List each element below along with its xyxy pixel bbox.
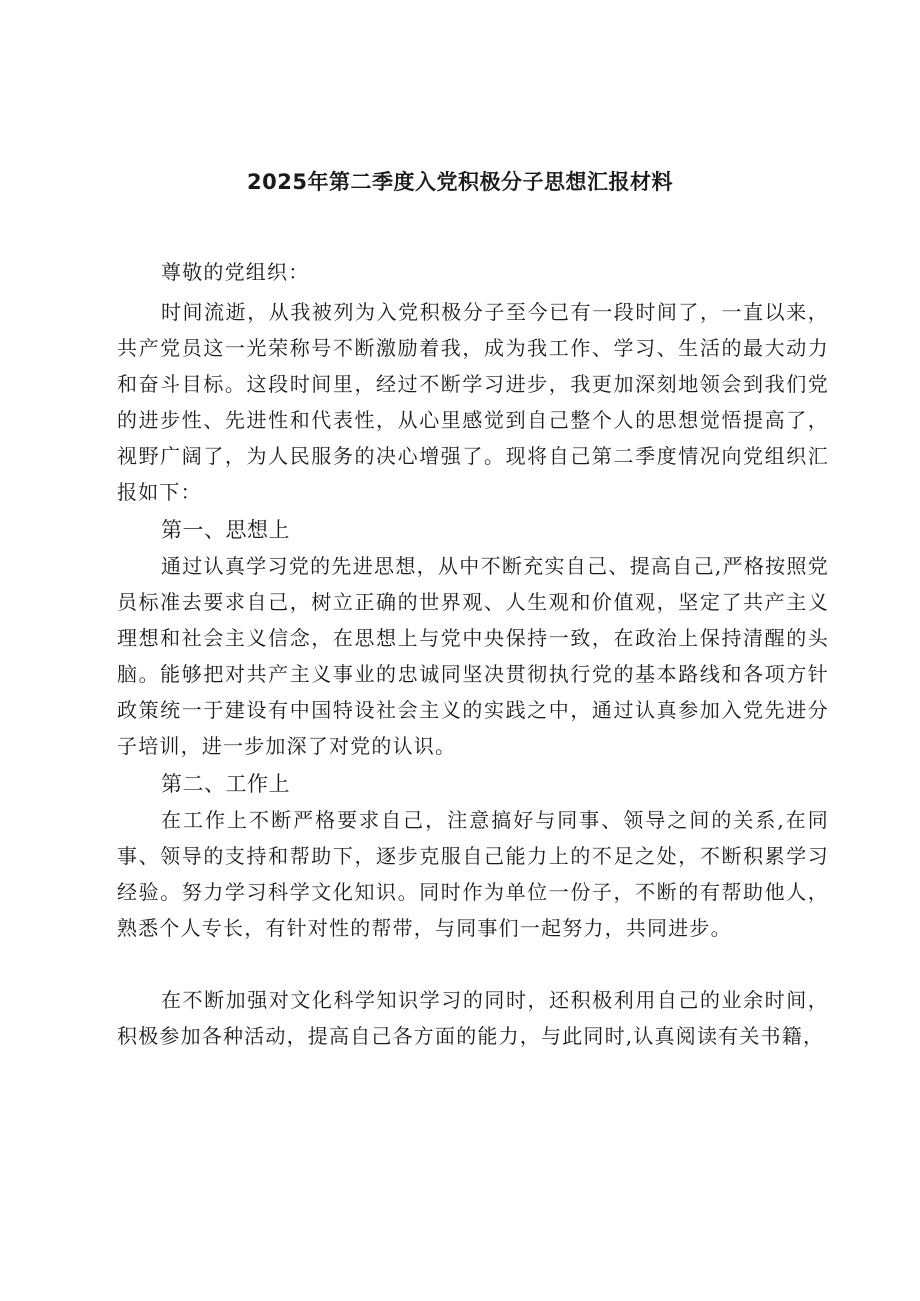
section-heading-work: 第二、工作上	[161, 772, 290, 796]
document-title: 2025年第二季度入党积极分子思想汇报材料	[247, 170, 673, 194]
document-body	[117, 254, 829, 1054]
intro-paragraph: 时间流逝，从我被列为入党积极分子至今已有一段时间了，一直以来，共产党员这一光荣称号不断激励着我，成为我工作、学习、生活的最大动力和奋斗目标。这段时间里，经过不断学习进步，我更加深刻地领会到我们党的进步性、先进性和代表性，从心里感觉到自己整个人的思想觉悟提高了，视野广阔了，为人民服务的决心增强了。现将自己第二季度情况向党组织汇报如下：	[117, 300, 829, 504]
section-paragraph-thought: 通过认真学习党的先进思想，从中不断充实自己、提高自己,严格按照党员标准去要求自己，树立正确的世界观、人生观和价值观，坚定了共产主义理想和社会主义信念，在思想上与党中央保持一致，在政治上保持清醒的头脑。能够把对共产主义事业的忠诚同坚决贯彻执行党的基本路线和各项方针政策统一于建设有中国特设社会主义的实践之中，通过认真参加入党先进分子培训，进一步加深了对党的认识。	[117, 554, 829, 758]
section-paragraph-work: 在工作上不断严格要求自己，注意搞好与同事、领导之间的关系,在同事、领导的支持和帮助下，逐步克服自己能力上的不足之处，不断积累学习经验。努力学习科学文化知识。同时作为单位一份子，不断的有帮助他人，熟悉个人专长，有针对性的帮带，与同事们一起努力，共同进步。	[117, 808, 829, 940]
closing-paragraph: 在不断加强对文化科学知识学习的同时，还积极利用自己的业余时间，积极参加各种活动，提高自己各方面的能力，与此同时,认真阅读有关书籍，	[117, 988, 829, 1048]
section-heading-thought: 第一、思想上	[161, 518, 290, 542]
salutation: 尊敬的党组织：	[161, 260, 310, 284]
